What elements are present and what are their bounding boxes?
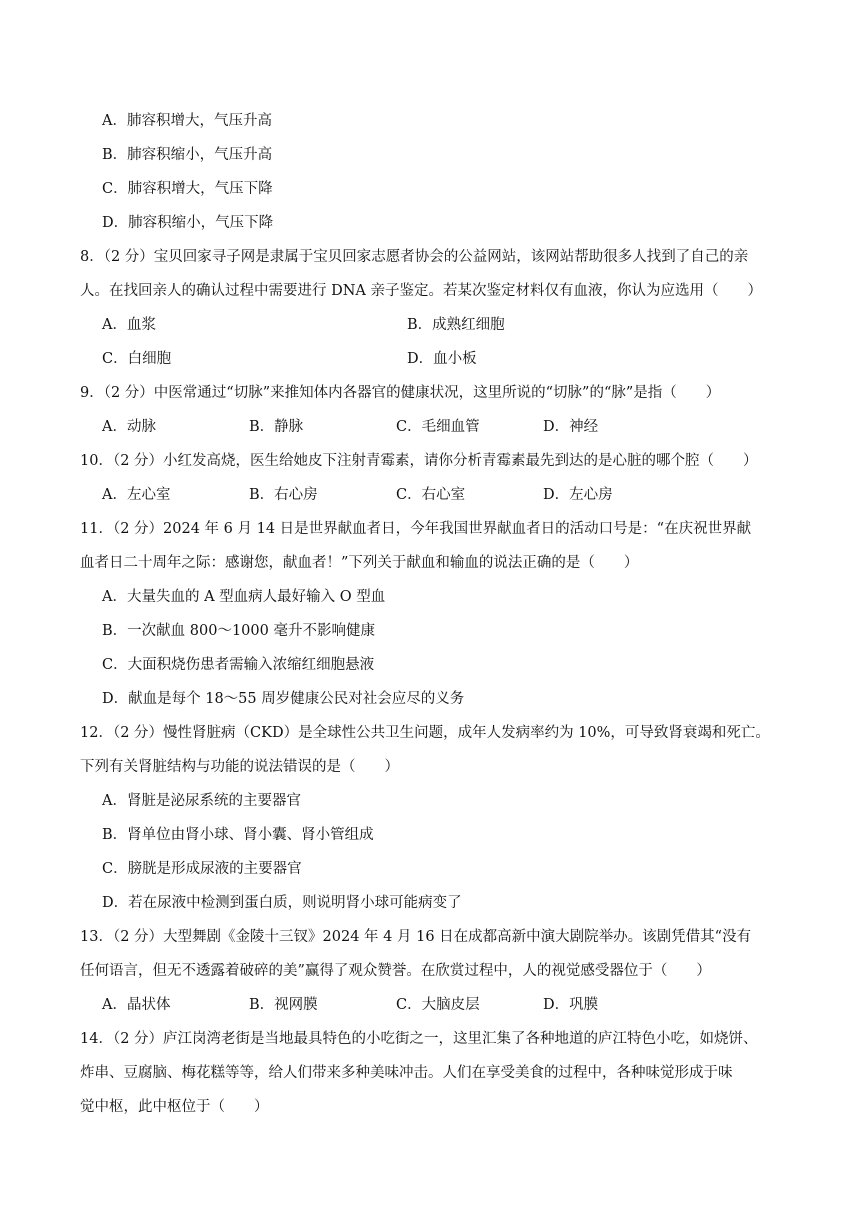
- question-12-text-line-1: 12．（2 分）慢性肾脏病（CKD）是全球性公共卫生问题，成年人发病率约为 10%，可导致肾衰竭和死亡。: [80, 725, 770, 741]
- option-b[interactable]: B．肾单位由肾小球、肾小囊、肾小管组成: [102, 827, 374, 843]
- option-d[interactable]: D．若在尿液中检测到蛋白质，则说明肾小球可能病变了: [102, 895, 462, 911]
- question-11-text-line-2: 血者日二十周年之际：感谢您，献血者！”下列关于献血和输血的说法正确的是（ ）: [80, 555, 639, 571]
- question-14-text-line-3: 觉中枢，此中枢位于（ ）: [80, 1099, 269, 1115]
- question-13-text-line-2: 任何语言，但无不透露着破碎的美”赢得了观众赞誉。在欣赏过程中，人的视觉感受器位于（ ）: [80, 963, 711, 979]
- question-10-options-row: [80, 478, 780, 512]
- question-12: [80, 716, 780, 920]
- question-13-text-line-1: 13．（2 分）大型舞剧《金陵十三钗》2024 年 4 月 16 日在成都高新中演大剧院举办。该剧凭借其“没有: [80, 929, 752, 945]
- question-8-options-row-2: [80, 342, 780, 376]
- prev-question-options: [80, 104, 780, 240]
- question-8: [80, 240, 780, 376]
- option-c[interactable]: C．肺容积增大，气压下降: [102, 181, 273, 197]
- option-a[interactable]: A．左心室: [102, 487, 171, 503]
- question-9-options-row: [80, 410, 780, 444]
- option-d[interactable]: D．肺容积缩小，气压下降: [102, 215, 274, 231]
- question-12-text-line-2: 下列有关肾脏结构与功能的说法错误的是（ ）: [80, 759, 399, 775]
- option-d[interactable]: D．血小板: [407, 351, 477, 367]
- question-10: [80, 444, 780, 512]
- option-d[interactable]: D．神经: [543, 419, 599, 435]
- question-9: [80, 376, 780, 444]
- page-content: [80, 104, 780, 1124]
- option-a[interactable]: A．动脉: [102, 419, 156, 435]
- option-d[interactable]: D．左心房: [543, 487, 613, 503]
- option-d[interactable]: D．献血是每个 18～55 周岁健康公民对社会应尽的义务: [102, 691, 465, 707]
- option-c[interactable]: C．大面积烧伤患者需输入浓缩红细胞悬液: [102, 657, 375, 673]
- option-a[interactable]: A．肾脏是泌尿系统的主要器官: [102, 793, 301, 809]
- option-c[interactable]: C．毛细血管: [396, 419, 480, 435]
- option-c[interactable]: C．右心室: [396, 487, 466, 503]
- question-11-text-line-1: 11．（2 分）2024 年 6 月 14 日是世界献血者日，今年我国世界献血者日的活动口号是：“在庆祝世界献: [80, 521, 752, 537]
- option-a[interactable]: A．大量失血的 A 型血病人最好输入 O 型血: [102, 589, 386, 605]
- question-14-text-line-1: 14．（2 分）庐江岗湾老街是当地最具特色的小吃街之一，这里汇集了各种地道的庐江特色小吃，如烧饼、: [80, 1031, 758, 1047]
- option-c[interactable]: C．大脑皮层: [396, 997, 480, 1013]
- question-8-options-row-1: [80, 308, 780, 342]
- question-13-options-row: [80, 988, 780, 1022]
- question-11: [80, 512, 780, 716]
- question-8-text-line-2: 人。在找回亲人的确认过程中需要进行 DNA 亲子鉴定。若某次鉴定材料仅有血液，你认为应选用（ ）: [80, 283, 762, 299]
- option-c[interactable]: C．膀胱是形成尿液的主要器官: [102, 861, 302, 877]
- option-a[interactable]: A．血浆: [102, 317, 156, 333]
- option-b[interactable]: B．肺容积缩小，气压升高: [102, 147, 273, 163]
- question-14: [80, 1022, 780, 1124]
- option-d[interactable]: D．巩膜: [543, 997, 599, 1013]
- option-b[interactable]: B．成熟红细胞: [407, 317, 505, 333]
- option-b[interactable]: B．静脉: [249, 419, 304, 435]
- question-10-text-line-1: 10．（2 分）小红发高烧，医生给她皮下注射青霉素，请你分析青霉素最先到达的是心脏的哪个腔（ ）: [80, 453, 758, 469]
- question-13: [80, 920, 780, 1022]
- option-b[interactable]: B．右心房: [249, 487, 318, 503]
- question-9-text-line-1: 9．（2 分）中医常通过“切脉”来推知体内各器官的健康状况，这里所说的“切脉”的“脉”是指（ ）: [80, 385, 721, 401]
- question-14-text-line-2: 炸串、豆腐脑、梅花糕等等，给人们带来多种美味冲击。人们在享受美食的过程中，各种味觉形成于味: [80, 1065, 733, 1081]
- option-b[interactable]: B．一次献血 800～1000 毫升不影响健康: [102, 623, 375, 639]
- option-a[interactable]: A．肺容积增大，气压升高: [102, 113, 272, 129]
- question-8-text-line-1: 8．（2 分）宝贝回家寻子网是隶属于宝贝回家志愿者协会的公益网站，该网站帮助很多人找到了自己的亲: [80, 249, 749, 265]
- option-c[interactable]: C．白细胞: [102, 351, 172, 367]
- option-b[interactable]: B．视网膜: [249, 997, 318, 1013]
- option-a[interactable]: A．晶状体: [102, 997, 171, 1013]
